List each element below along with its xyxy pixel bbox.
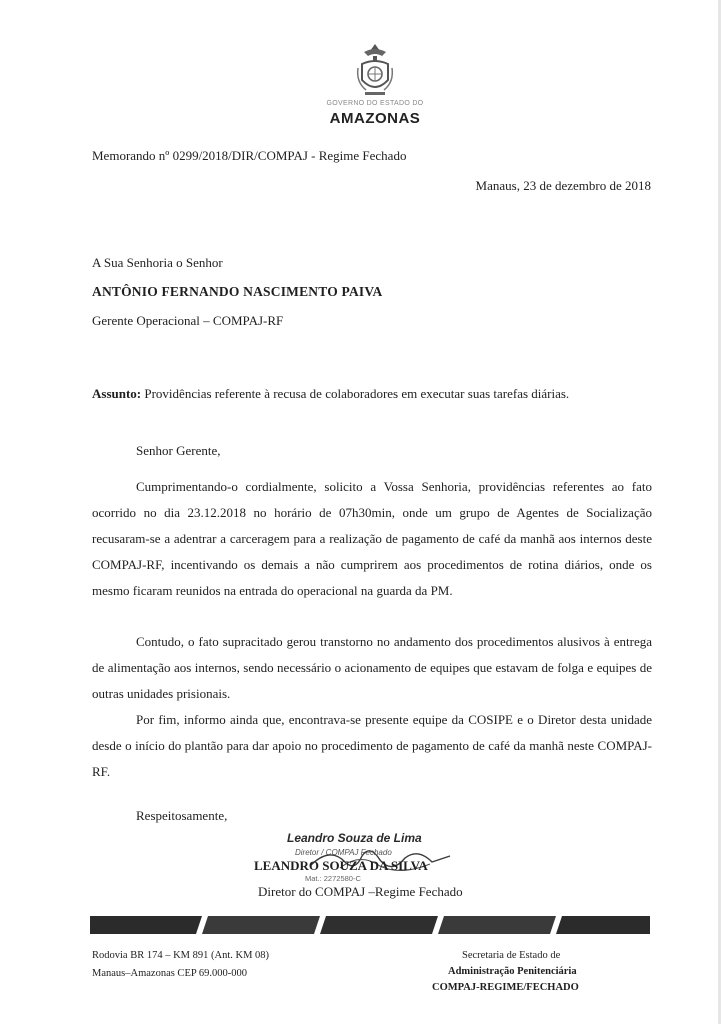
state-crest-icon: [352, 42, 398, 100]
stamp-name: Leandro Souza de Lima: [287, 831, 422, 845]
footer-divider-bar: [90, 916, 650, 934]
footer-address-line: Manaus–Amazonas CEP 69.000-000: [92, 968, 248, 979]
paragraph-text: Cumprimentando-o cordialmente, solicito a Vossa Senhoria, providências referentes ao fato ocorrido no dia 23.12.2018 no horário de 07h30min, onde um grupo de Agentes de Socialização recusaram-se a adentrar a carceragem para a realização de pagamento de café da manhã aos internos deste COMPAJ-RF, incentivando os demais a não cumprirem aos procedimentos de rotina diários, onde os mesmo ficaram reunidos na entrada do operacional na guarda da PM.: [92, 479, 652, 598]
closing: Respeitosamente,: [136, 808, 228, 823]
subject-text: Providências referente à recusa de colaboradores em executar suas tarefas diárias.: [144, 386, 570, 401]
signer-name: LEANDRO SOUZA DA SILVA: [254, 858, 428, 873]
state-name: AMAZONAS: [329, 110, 421, 127]
footer-secretariat-line: COMPAJ-REGIME/FECHADO: [432, 982, 579, 993]
memo-number: Memorando nº 0299/2018/DIR/COMPAJ - Regime Fechado: [92, 148, 407, 163]
body-paragraph: [92, 474, 652, 604]
recipient-role: Gerente Operacional – COMPAJ-RF: [92, 313, 284, 328]
footer-address-line: Rodovia BR 174 – KM 891 (Ant. KM 08): [92, 950, 270, 961]
body-paragraph: [92, 629, 652, 707]
recipient-name: ANTÔNIO FERNANDO NASCIMENTO PAIVA: [92, 284, 383, 299]
body-paragraph: [92, 707, 652, 785]
stamp-registration: Mat.: 2272580-C: [305, 874, 361, 883]
memo-date: Manaus, 23 de dezembro de 2018: [475, 178, 651, 193]
paragraph-text: Por fim, informo ainda que, encontrava-se presente equipe da COSIPE e o Diretor desta unidade desde o início do plantão para dar apoio no procedimento de pagamento de café da manhã neste COMPAJ-RF.: [92, 712, 652, 779]
government-label: GOVERNO DO ESTADO DO: [326, 100, 424, 107]
recipient-salutation: A Sua Senhoria o Senhor: [92, 255, 223, 270]
footer-secretariat-line: Administração Penitenciária: [448, 966, 577, 977]
footer-secretariat-line: Secretaria de Estado de: [462, 950, 561, 961]
subject-line: [92, 386, 569, 402]
stamp-title: Diretor / COMPAJ Fechado: [295, 848, 392, 857]
paragraph-text: Contudo, o fato supracitado gerou transtorno no andamento dos procedimentos alusivos à entrega de alimentação aos internos, sendo necessário o acionamento de equipes que estavam de folga e equipes de outras unidades prisionais.: [92, 634, 652, 701]
greeting: Senhor Gerente,: [136, 443, 221, 458]
signer-role: Diretor do COMPAJ –Regime Fechado: [258, 884, 463, 899]
subject-label: Assunto:: [92, 386, 142, 401]
